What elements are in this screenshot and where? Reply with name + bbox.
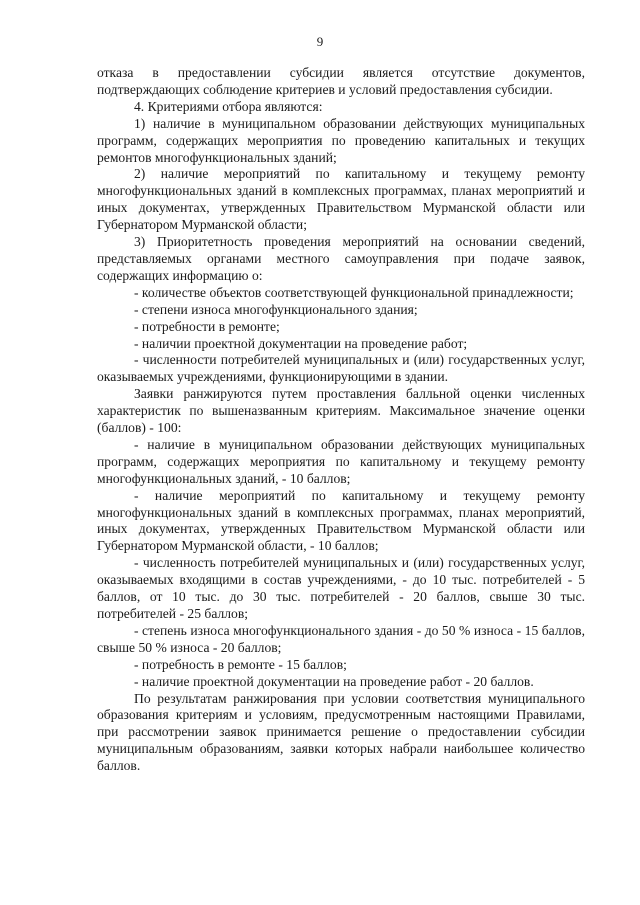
score-item-wear: - степень износа многофункционального здания - до 50 % износа - 15 баллов, свыше 50 % износа - 20 баллов;: [97, 622, 585, 655]
list-item-objects-count: - количестве объектов соответствующей функциональной принадлежности;: [134, 284, 574, 300]
list-item-repair-need: - потребности в ремонте;: [134, 318, 280, 334]
paragraph-criterion-1: 1) наличие в муниципальном образовании действующих муниципальных программ, содержащих мероприятия по проведению капитальных и текущих ремонтов многофункциональных зданий;: [97, 115, 585, 165]
paragraph-ranking: Заявки ранжируются путем проставления балльной оценки численных характеристик по вышеназванным критериям. Максимальное значение оценки (баллов) - 100:: [97, 386, 585, 436]
paragraph-criterion-3: 3) Приоритетность проведения мероприятий на основании сведений, представляемых органами местного самоуправления при подаче заявок, содержащих информацию о:: [97, 234, 585, 283]
paragraph-criteria-heading: 4. Критериями отбора являются:: [134, 98, 323, 114]
paragraph-continuation: отказа в предоставлении субсидии является отсутствие документов, подтверждающих соблюдение критериев и условий предоставления субсидии.: [97, 65, 585, 97]
paragraph-decision: По результатам ранжирования при условии соответствия муниципального образования критериям и условиям, предусмотренным настоящими Правилами, при рассмотрении заявок принимается решение о предоставлении субсидии муниципальным образованиям, заявки которых набрали наибольшее количество баллов.: [97, 690, 585, 774]
score-item-programs: - наличие в муниципальном образовании действующих муниципальных программ, содержащих мероприятия по капитальному и текущему ремонту многофункциональных зданий, - 10 баллов;: [97, 436, 585, 486]
score-item-consumers: - численность потребителей муниципальных и (или) государственных услуг, оказываемых входящими в состав учреждениями, - до 10 тыс. потребителей - 5 баллов, от 10 тыс. до 30 тыс. потребителей - 20 баллов, свыше 30 тыс. потребителей - 25 баллов;: [97, 555, 585, 621]
score-item-measures: - наличие мероприятий по капитальному и текущему ремонту многофункциональных зданий в комплексных программах, планах мероприятий, иных документах, утвержденных Правительством Мурманской области или Губернатором Мурманской области, - 10 баллов;: [97, 487, 585, 554]
paragraph-criterion-2: 2) наличие мероприятий по капитальному и текущему ремонту многофункциональных зданий в комплексных программах, планах мероприятий и иных документах, утвержденных Правительством Мурманской области или Губернатором Мурманской области;: [97, 166, 585, 233]
score-item-project-docs: - наличие проектной документации на проведение работ - 20 баллов.: [134, 673, 534, 689]
page-number: 9: [316, 34, 324, 49]
list-item-consumers: - численности потребителей муниципальных и (или) государственных услуг, оказываемых учреждениями, функционирующими в здании.: [97, 352, 585, 385]
list-item-project-docs: - наличии проектной документации на проведение работ;: [134, 335, 468, 351]
list-item-wear-degree: - степени износа многофункционального здания;: [134, 301, 418, 317]
score-item-repair: - потребность в ремонте - 15 баллов;: [134, 656, 347, 672]
document-body: [97, 65, 585, 775]
